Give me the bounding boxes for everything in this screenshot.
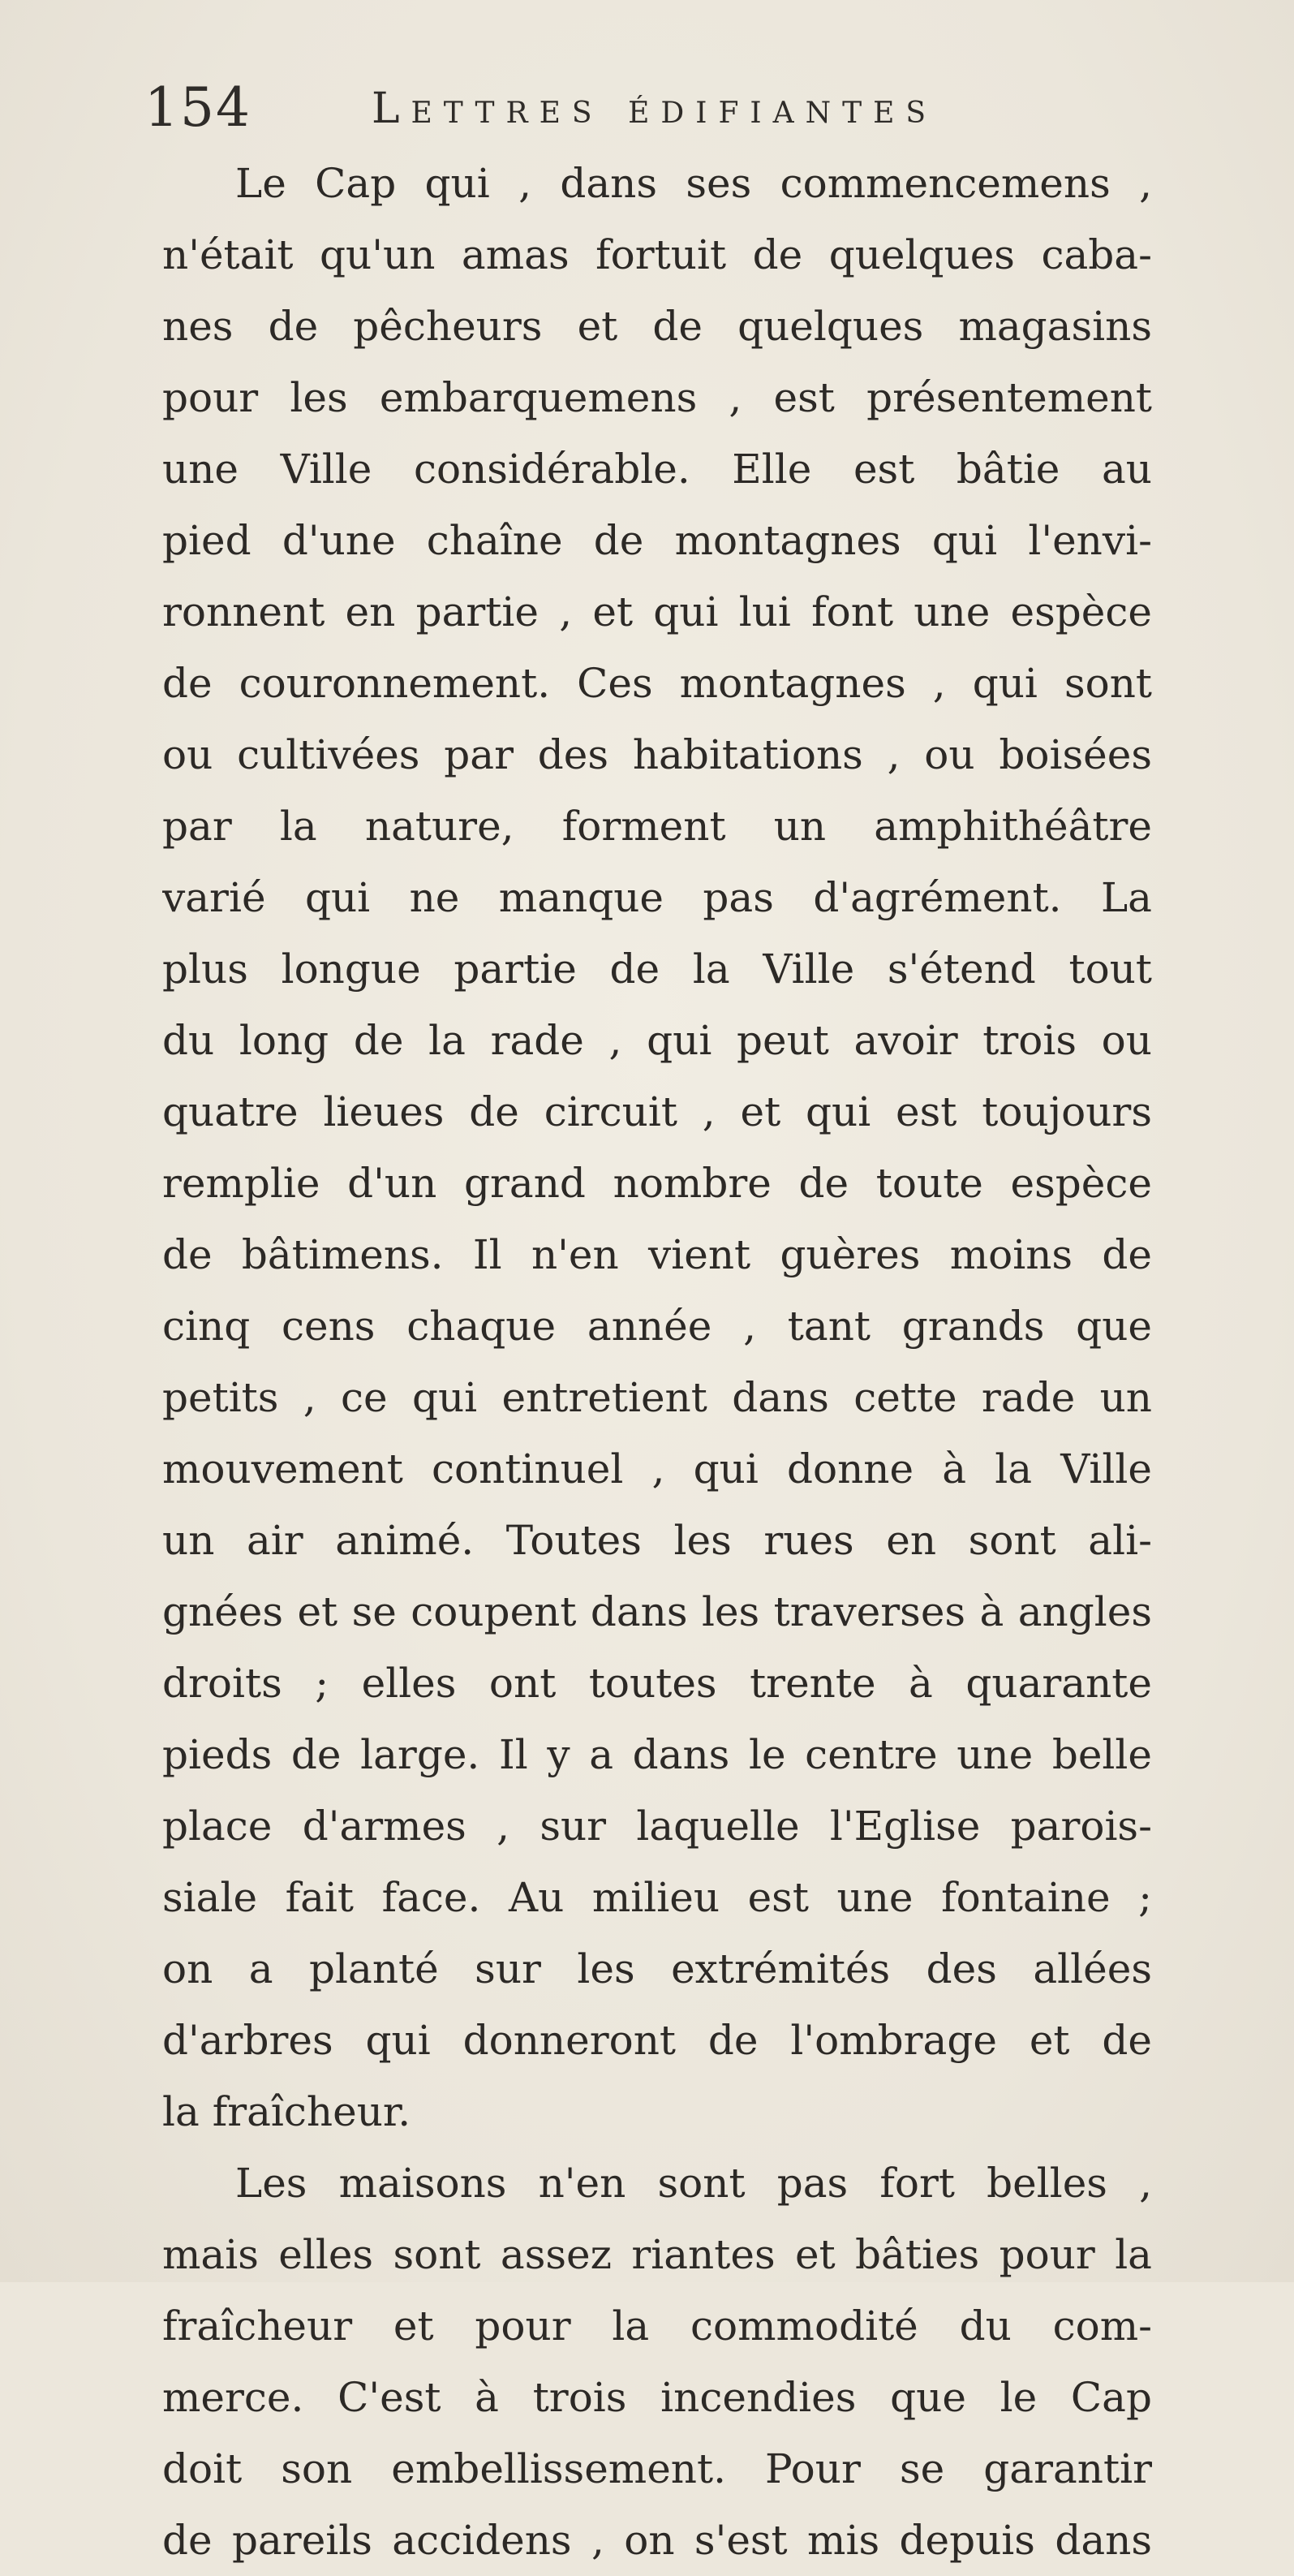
text-line: varié qui ne manque pas d'agrément. La bbox=[162, 874, 1152, 921]
text-body bbox=[162, 148, 1152, 2576]
text-line: par la nature, forment un amphithéâtre bbox=[162, 803, 1152, 850]
text-line: de pareils accidens , on s'est mis depuis dans bbox=[162, 2517, 1152, 2564]
text-line: un air animé. Toutes les rues en sont ali- bbox=[162, 1517, 1152, 1564]
text-line: une Ville considérable. Elle est bâtie au bbox=[162, 446, 1152, 493]
text-line: cinq cens chaque année , tant grands que bbox=[162, 1303, 1152, 1350]
text-line: doit son embellissement. Pour se garantir bbox=[162, 2445, 1152, 2492]
text-line: pied d'une chaîne de montagnes qui l'envi- bbox=[162, 517, 1152, 564]
text-line: ou cultivées par des habitations , ou boisées bbox=[162, 731, 1152, 778]
text-line: mais elles sont assez riantes et bâties pour la bbox=[162, 2231, 1152, 2278]
text-line: plus longue partie de la Ville s'étend tout bbox=[162, 946, 1152, 993]
text-line: nes de pêcheurs et de quelques magasins bbox=[162, 303, 1152, 350]
text-line: pour les embarquemens , est présentement bbox=[162, 374, 1152, 421]
text-line: la fraîcheur. bbox=[162, 2088, 411, 2135]
text-line: de bâtimens. Il n'en vient guères moins de bbox=[162, 1231, 1152, 1278]
text-line: pieds de large. Il y a dans le centre une belle bbox=[162, 1731, 1152, 1778]
text-line: Les maisons n'en sont pas fort belles , bbox=[235, 2160, 1152, 2207]
page-number: 154 bbox=[144, 76, 251, 139]
text-line: du long de la rade , qui peut avoir trois ou bbox=[162, 1017, 1152, 1064]
text-line: n'était qu'un amas fortuit de quelques caba- bbox=[162, 231, 1152, 278]
text-line: remplie d'un grand nombre de toute espèce bbox=[162, 1160, 1152, 1207]
paragraph-2 bbox=[162, 2147, 1152, 2576]
text-line: quatre lieues de circuit , et qui est toujours bbox=[162, 1088, 1152, 1135]
text-line: d'arbres qui donneront de l'ombrage et de bbox=[162, 2017, 1152, 2064]
text-line: gnées et se coupent dans les traverses à angles bbox=[162, 1588, 1152, 1635]
text-line: de couronnement. Ces montagnes , qui sont bbox=[162, 660, 1152, 707]
paragraph-1 bbox=[162, 148, 1152, 2147]
text-line: petits , ce qui entretient dans cette rade un bbox=[162, 1374, 1152, 1421]
text-line: mouvement continuel , qui donne à la Ville bbox=[162, 1445, 1152, 1493]
text-line: droits ; elles ont toutes trente à quarante bbox=[162, 1660, 1152, 1707]
text-line: merce. C'est à trois incendies que le Cap bbox=[162, 2374, 1152, 2421]
text-line: on a planté sur les extrémités des allées bbox=[162, 1945, 1152, 1992]
running-head: Lettres édifiantes bbox=[372, 84, 938, 133]
text-line: Le Cap qui , dans ses commencemens , bbox=[235, 160, 1152, 207]
text-line: siale fait face. Au milieu est une fontaine ; bbox=[162, 1874, 1152, 1921]
text-line: fraîcheur et pour la commodité du com- bbox=[162, 2302, 1152, 2350]
page-header bbox=[144, 71, 1167, 144]
text-line: place d'armes , sur laquelle l'Eglise parois- bbox=[162, 1803, 1152, 1850]
text-line: ronnent en partie , et qui lui font une espèce bbox=[162, 588, 1152, 635]
